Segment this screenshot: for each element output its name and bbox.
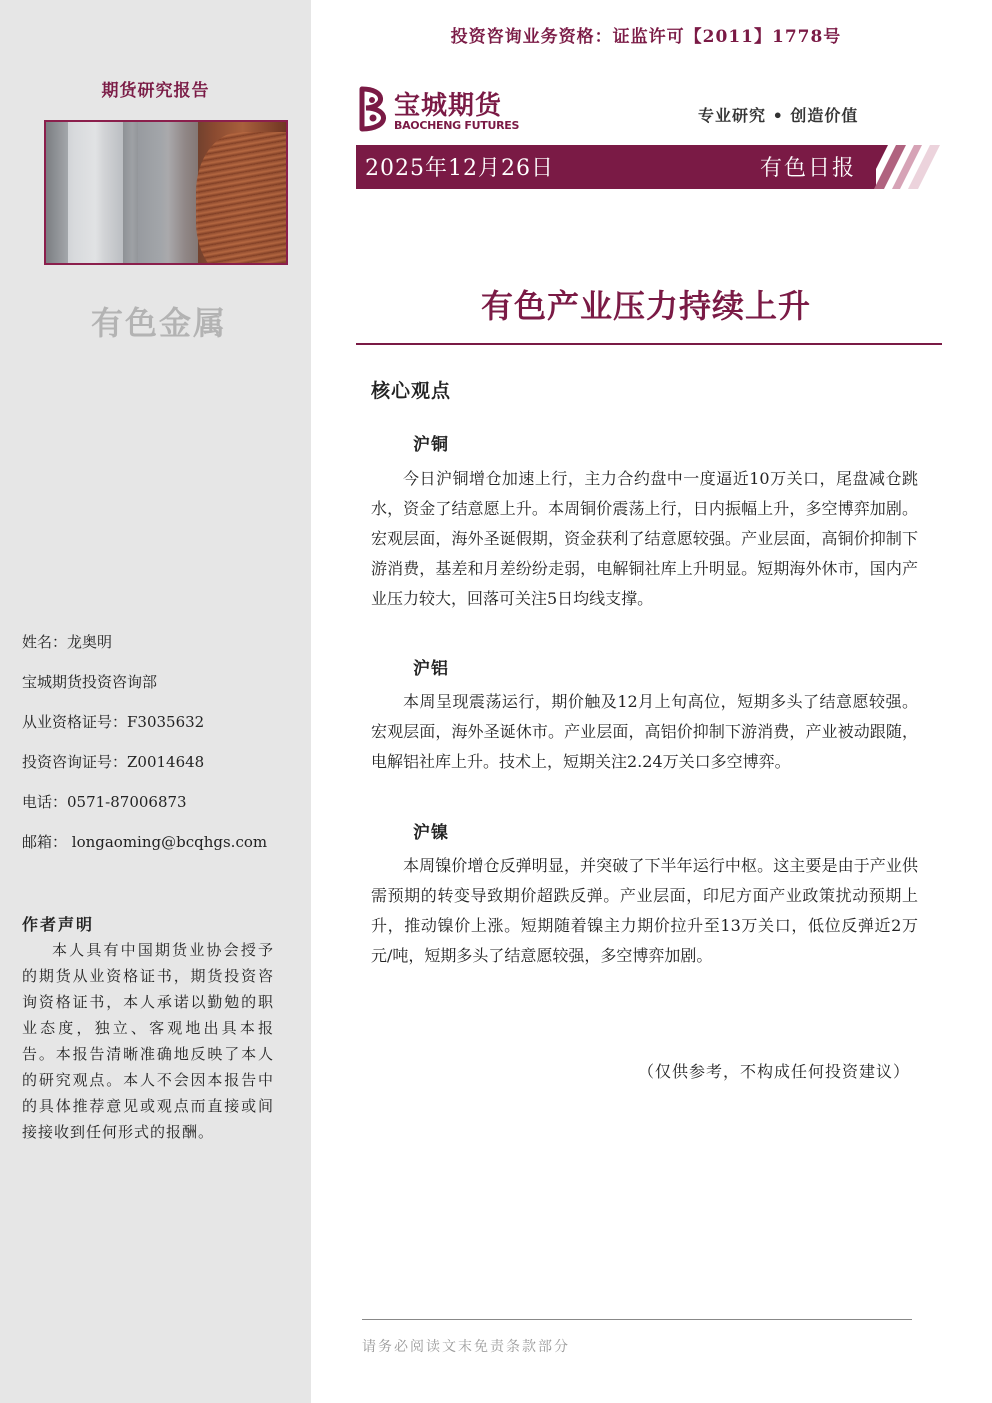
- title-divider: [356, 343, 942, 345]
- logo-b-icon: [356, 86, 392, 132]
- license-text: 投资咨询业务资格：证监许可【2011】1778号: [450, 27, 842, 47]
- copper-paragraph: 今日沪铜增仓加速上行，主力合约盘中一度逼近10万关口，尾盘减仓跳水，资金了结意愿上升。本周铜价震荡上行，日内振幅上升，多空博弈加剧。宏观层面，海外圣诞假期，资金获利了结意愿较强。产业层面，高铜价抑制下游消费，基差和月差纷纷走弱，电解铜社库上升明显。短期海外休市，国内产业压力较大，回落可关注5日均线支撑。: [371, 469, 918, 608]
- category-label: 有色金属: [90, 304, 227, 342]
- copper-coil-shape: [196, 132, 288, 265]
- declaration-body: 本人具有中国期货业协会授予的期货从业资格证书，期货投资咨询资格证书，本人承诺以勤勉的职业态度，独立、客观地出具本报告。本报告清晰准确地反映了本人的研究观点。本人不会因本报告中的具体推荐意见或观点而直接或间接接收到任何形式的报酬。: [22, 941, 274, 1141]
- report-name: 有色日报: [760, 156, 857, 181]
- sidebar: [0, 0, 311, 1403]
- slogan: 专业研究 • 创造价值: [698, 106, 859, 125]
- aluminum-paragraph: 本周呈现震荡运行，期价触及12月上旬高位，短期多头了结意愿较强。宏观层面，海外圣诞休市。产业层面，高铝价抑制下游消费，产业被动跟随，电解铝社库上升。技术上，短期关注2.24万关口多空博弈。: [371, 692, 918, 771]
- banner-stripes-icon: [858, 145, 948, 189]
- nickel-heading: 沪镍: [413, 823, 449, 843]
- declaration-title: 作者声明: [22, 915, 95, 934]
- report-type-label: 期货研究报告: [101, 81, 210, 101]
- footer-divider: [362, 1319, 912, 1320]
- metal-cylinder-shape: [68, 120, 123, 265]
- footer-notice: 请务必阅读文末免责条款部分: [362, 1339, 570, 1355]
- analyst-email[interactable]: 邮箱： longaoming@bcqhgs.com: [22, 833, 268, 851]
- analyst-info: [22, 632, 267, 872]
- core-view-heading: 核心观点: [371, 380, 452, 402]
- report-date: 2025年12月26日: [365, 156, 554, 181]
- logo-english-name: BAOCHENG FUTURES: [394, 119, 520, 132]
- copper-heading: 沪铜: [413, 435, 449, 455]
- metal-cylinder-shape: [138, 120, 198, 265]
- metal-cover-image: [44, 120, 288, 265]
- nickel-paragraph: 本周镍价增仓反弹明显，并突破了下半年运行中枢。这主要是由于产业供需预期的转变导致期价超跌反弹。产业层面，印尼方面产业政策扰动预期上升，推动镍价上涨。短期随着镍主力期价拉升至13万关口，低位反弹近2万元/吨，短期多头了结意愿较强，多空博弈加剧。: [371, 856, 918, 965]
- analyst-qualification: 从业资格证号：F3035632: [22, 713, 205, 731]
- date-banner: [356, 145, 876, 189]
- report-title: 有色产业压力持续上升: [480, 287, 811, 325]
- analyst-name: 姓名：龙奥明: [22, 633, 113, 651]
- analyst-consult-cert: 投资咨询证号：Z0014648: [22, 753, 205, 771]
- logo-chinese-name: 宝城期货: [394, 91, 503, 121]
- investment-disclaimer: （仅供参考，不构成任何投资建议）: [638, 1062, 911, 1081]
- aluminum-heading: 沪铝: [413, 659, 449, 679]
- analyst-phone: 电话：0571-87006873: [22, 793, 187, 811]
- analyst-department: 宝城期货投资咨询部: [22, 673, 158, 691]
- company-logo: [356, 86, 526, 136]
